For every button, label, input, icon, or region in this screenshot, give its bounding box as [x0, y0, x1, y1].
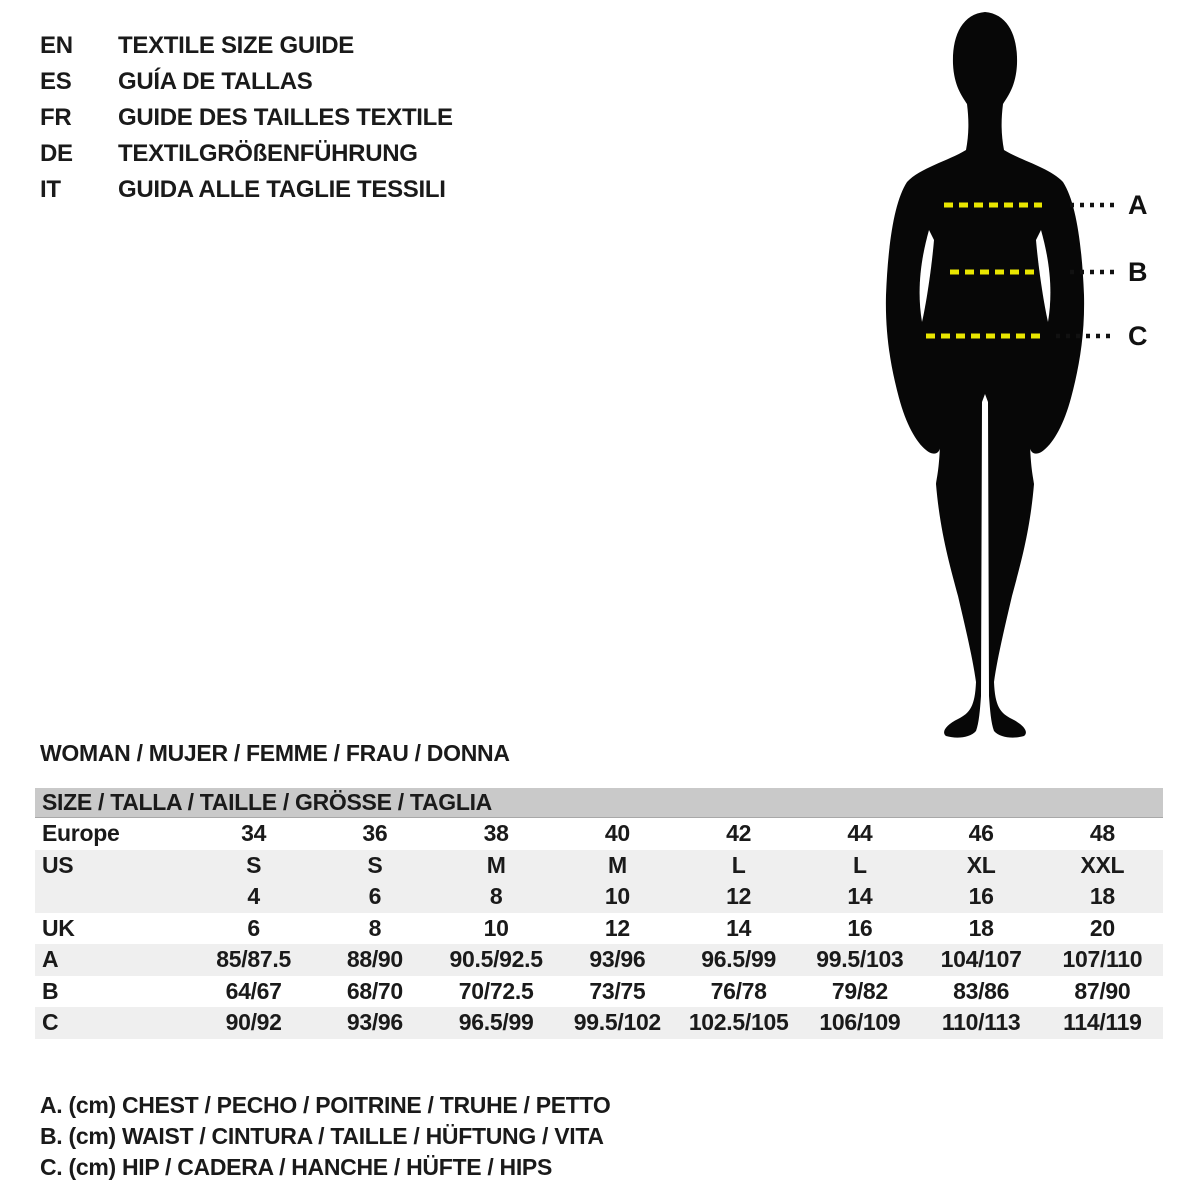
- size-value-cell: 102.5/105: [688, 1009, 789, 1036]
- woman-silhouette-svg: [855, 0, 1185, 760]
- size-value-cell: L: [853, 851, 867, 878]
- legend-line: C. (cm) HIP / CADERA / HANCHE / HÜFTE / HIPS: [40, 1154, 553, 1180]
- woman-silhouette-figure: [855, 0, 1185, 760]
- size-value-cell: 96.5/99: [701, 946, 776, 973]
- language-row: [40, 136, 453, 172]
- size-table-header-label: SIZE / TALLA / TAILLE / GRÖSSE / TAGLIA: [42, 789, 492, 815]
- row-label: B: [42, 977, 59, 1004]
- size-value-cell: 104/107: [940, 946, 1022, 973]
- legend-line: A. (cm) CHEST / PECHO / POITRINE / TRUHE / PETTO: [40, 1092, 611, 1118]
- table-row: [35, 944, 1163, 976]
- size-value-cell: S: [246, 851, 262, 878]
- language-row: [40, 172, 453, 208]
- size-value-cell: 99.5/103: [816, 946, 904, 973]
- legend-line: B. (cm) WAIST / CINTURA / TAILLE / HÜFTUNG / VITA: [40, 1123, 604, 1149]
- language-code: IT: [40, 176, 61, 203]
- size-value-cell: 44: [847, 820, 873, 847]
- size-value-cell: 38: [483, 820, 509, 847]
- size-value-cell: 68/70: [346, 977, 403, 1004]
- size-value-cell: 12: [726, 883, 752, 910]
- language-code: ES: [40, 68, 72, 95]
- size-value-cell: 18: [968, 914, 994, 941]
- size-value-cell: 93/96: [346, 1009, 403, 1036]
- size-value-cell: 64/67: [225, 977, 282, 1004]
- size-value-cell: 90.5/92.5: [449, 946, 543, 973]
- size-table-body: [35, 818, 1163, 1039]
- table-row: [35, 850, 1163, 882]
- size-value-cell: 85/87.5: [216, 946, 291, 973]
- language-row: [40, 100, 453, 136]
- size-value-cell: 107/110: [1062, 946, 1143, 973]
- size-value-cell: 16: [847, 914, 873, 941]
- size-value-cell: 14: [726, 914, 752, 941]
- row-label: A: [42, 946, 59, 973]
- size-value-cell: 93/96: [589, 946, 646, 973]
- row-label: US: [42, 851, 74, 878]
- measure-label-b: B: [1128, 257, 1148, 287]
- size-value-cell: 46: [968, 820, 994, 847]
- size-value-cell: 8: [368, 914, 382, 941]
- language-row: [40, 28, 453, 64]
- size-value-cell: 6: [247, 914, 260, 941]
- size-value-cell: M: [607, 851, 627, 878]
- size-value-cell: 83/86: [953, 977, 1010, 1004]
- size-value-cell: 96.5/99: [458, 1009, 534, 1036]
- size-value-cell: 87/90: [1074, 977, 1131, 1004]
- size-value-cell: 42: [726, 820, 752, 847]
- language-title-list: [40, 28, 453, 208]
- size-value-cell: 73/75: [589, 977, 646, 1004]
- woman-silhouette-shape: [886, 12, 1084, 738]
- size-value-cell: 99.5/102: [573, 1009, 661, 1036]
- size-value-cell: 14: [847, 883, 873, 910]
- size-value-cell: L: [731, 851, 746, 878]
- size-value-cell: 106/109: [819, 1009, 901, 1036]
- size-value-cell: XXL: [1080, 851, 1125, 878]
- measure-label-a: A: [1128, 190, 1148, 220]
- size-value-cell: 10: [604, 883, 630, 910]
- size-value-cell: 36: [362, 820, 388, 847]
- size-table: [35, 788, 1163, 1039]
- measurement-legend: [40, 1090, 610, 1183]
- size-value-cell: 40: [604, 820, 630, 847]
- size-value-cell: 10: [483, 914, 509, 941]
- size-value-cell: 88/90: [346, 946, 403, 973]
- gender-section-title: WOMAN / MUJER / FEMME / FRAU / DONNA: [40, 740, 510, 766]
- size-value-cell: 76/78: [710, 977, 767, 1004]
- size-value-cell: 48: [1089, 820, 1115, 847]
- language-code: EN: [40, 32, 73, 59]
- language-title: GUIDA ALLE TAGLIE TESSILI: [118, 176, 446, 203]
- size-value-cell: 12: [604, 914, 630, 941]
- size-value-cell: 114/119: [1063, 1009, 1142, 1036]
- size-value-cell: M: [486, 851, 506, 878]
- size-value-cell: S: [367, 851, 383, 878]
- language-title: GUIDE DES TAILLES TEXTILE: [118, 104, 453, 131]
- size-value-cell: 6: [368, 883, 382, 910]
- measure-label-c: C: [1128, 321, 1148, 351]
- table-row: [35, 881, 1163, 913]
- size-value-cell: 70/72.5: [458, 977, 534, 1004]
- table-row: [35, 913, 1163, 945]
- language-row: [40, 64, 453, 100]
- size-value-cell: 18: [1089, 883, 1115, 910]
- language-code: FR: [40, 104, 72, 131]
- size-table-header: [35, 788, 1163, 818]
- language-title: TEXTILGRÖßENFÜHRUNG: [118, 140, 418, 167]
- size-value-cell: 110/113: [941, 1009, 1021, 1036]
- size-value-cell: 34: [241, 820, 267, 847]
- size-value-cell: 4: [247, 883, 260, 910]
- table-row: [35, 1007, 1163, 1039]
- language-code: DE: [40, 140, 73, 167]
- table-row: [35, 818, 1163, 850]
- size-value-cell: 79/82: [831, 977, 888, 1004]
- size-value-cell: 20: [1089, 914, 1115, 941]
- row-label: UK: [42, 914, 75, 941]
- row-label: Europe: [42, 820, 120, 847]
- size-value-cell: 8: [489, 883, 503, 910]
- size-value-cell: XL: [966, 851, 996, 878]
- language-title: GUÍA DE TALLAS: [118, 68, 313, 95]
- table-row: [35, 976, 1163, 1008]
- row-label: C: [42, 1009, 59, 1036]
- language-title: TEXTILE SIZE GUIDE: [118, 32, 354, 59]
- size-value-cell: 16: [968, 883, 994, 910]
- size-value-cell: 90/92: [225, 1009, 282, 1036]
